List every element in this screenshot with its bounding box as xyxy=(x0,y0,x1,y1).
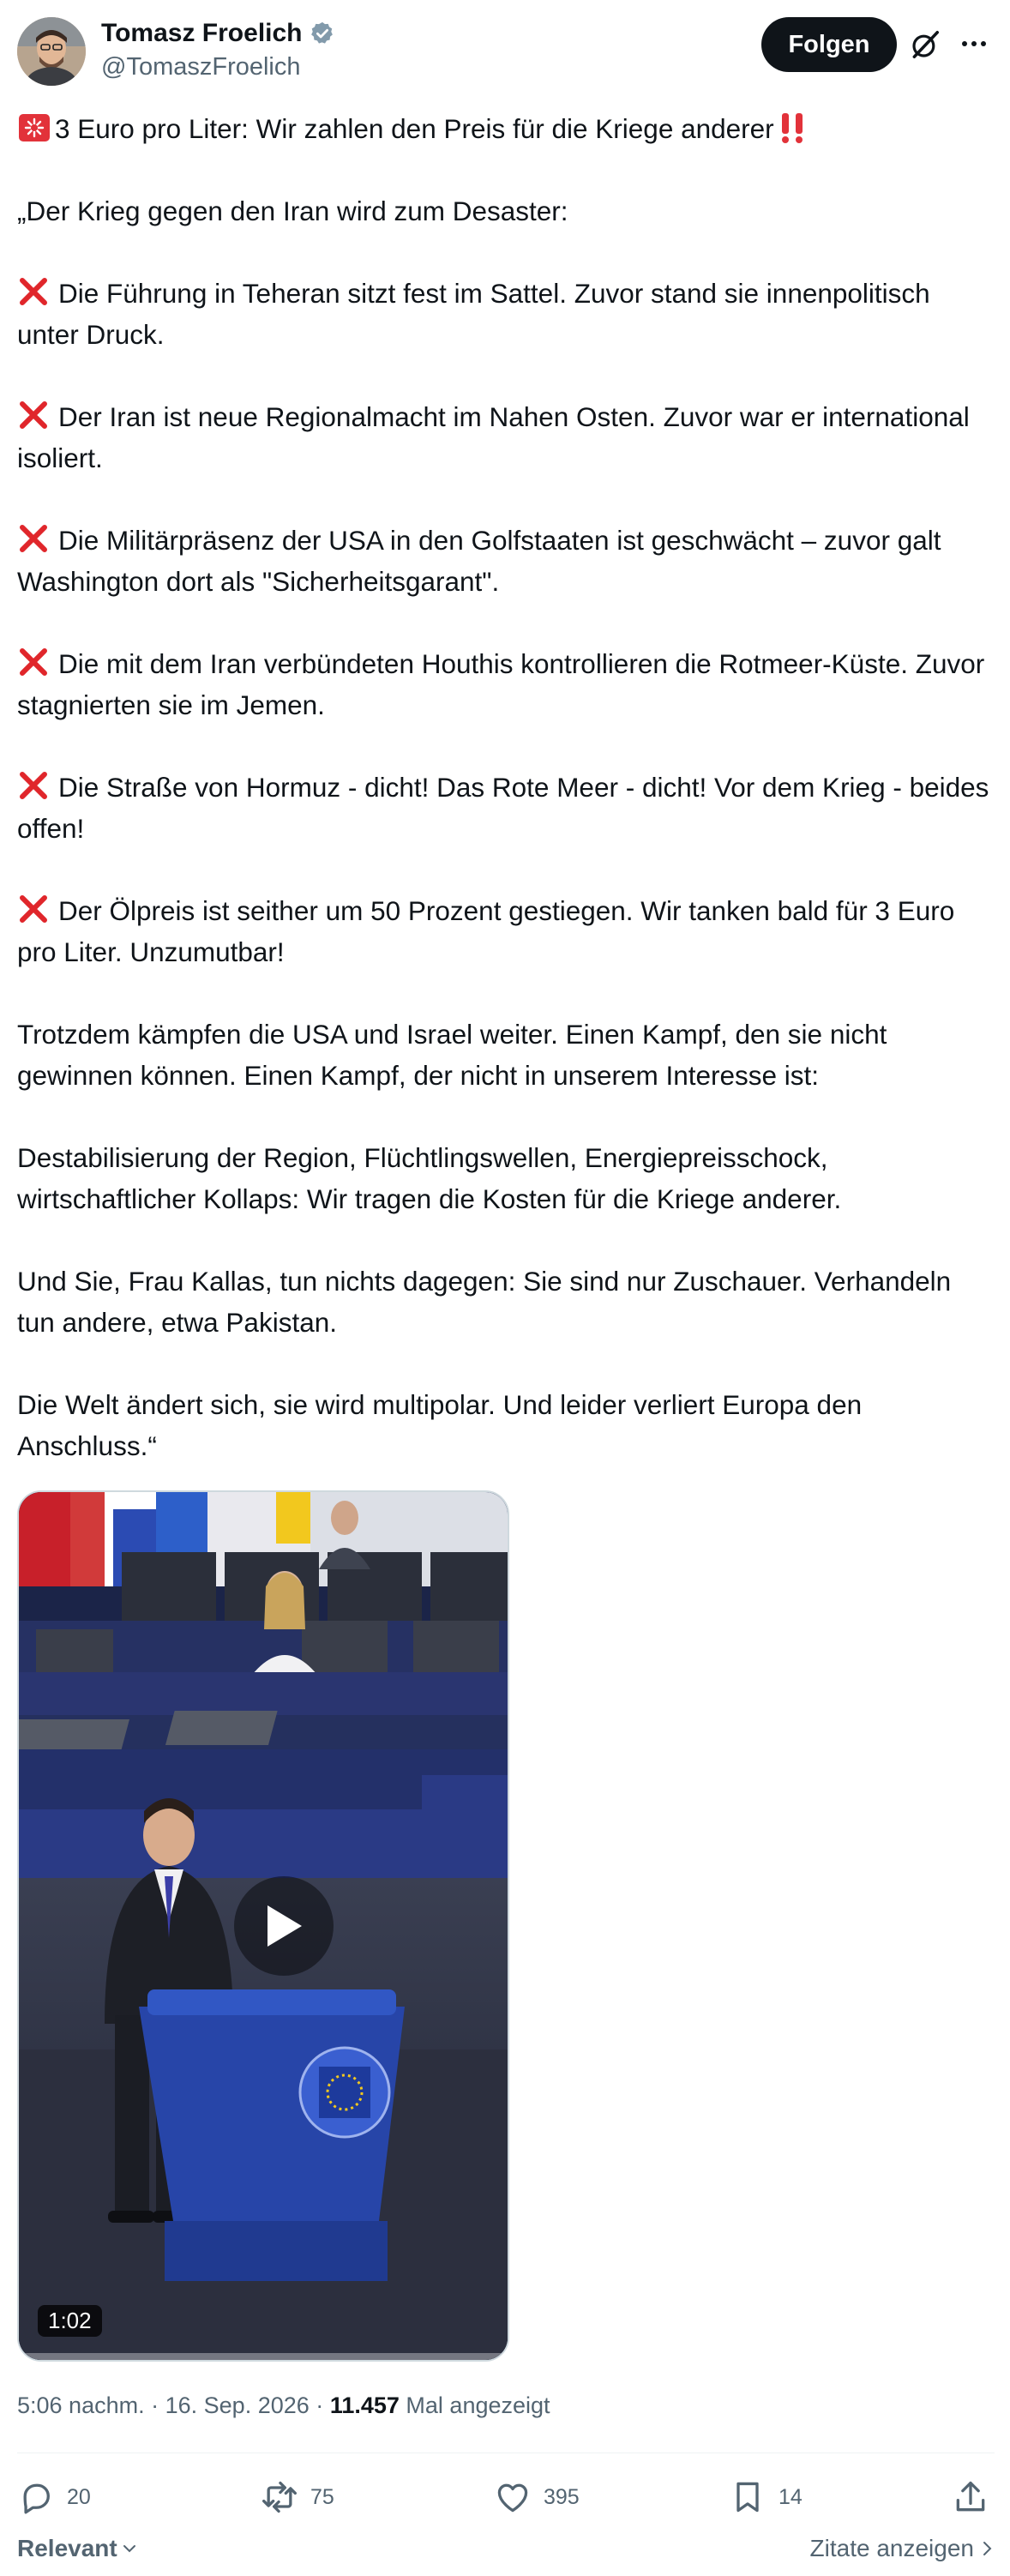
repost-button[interactable] xyxy=(261,2478,334,2516)
cross-mark-icon xyxy=(17,400,50,431)
grok-icon[interactable] xyxy=(909,28,941,61)
tweet-text xyxy=(17,108,995,1466)
tweet-paragraph: Und Sie, Frau Kallas, tun nichts dagegen: Sie sind nur Zuschauer. Verhandeln tun andere, etwa Pakistan. xyxy=(17,1266,952,1338)
tweet-paragraph xyxy=(17,273,995,355)
tweet-header xyxy=(0,0,1010,96)
tweet-paragraph xyxy=(17,520,995,602)
author-handle[interactable]: @TomaszFroelich xyxy=(101,53,301,81)
verified-badge-icon xyxy=(310,21,335,46)
share-icon xyxy=(952,2478,989,2516)
video-progress-bar[interactable] xyxy=(19,2353,509,2360)
reply-count: 20 xyxy=(67,2484,91,2509)
bookmark-icon xyxy=(729,2478,767,2516)
meta-separator: · xyxy=(316,2392,324,2418)
siren-icon xyxy=(17,111,51,145)
video-duration: 1:02 xyxy=(38,2305,102,2337)
tweet-headline xyxy=(17,108,995,149)
reply-button[interactable] xyxy=(17,2478,91,2516)
chevron-right-icon xyxy=(981,2539,995,2558)
reply-controls xyxy=(17,2530,995,2567)
more-icon[interactable] xyxy=(957,31,991,57)
repost-icon xyxy=(261,2478,298,2516)
follow-button[interactable]: Folgen xyxy=(761,17,897,72)
share-button[interactable] xyxy=(952,2478,989,2516)
view-count-label: Mal angezeigt xyxy=(406,2392,550,2418)
tweet-paragraph: Die Welt ändert sich, sie wird multipolar. Und leider verliert Europa den Anschluss.“ xyxy=(17,1389,863,1461)
tweet-time[interactable]: 5:06 nachm. xyxy=(17,2392,145,2418)
author-name-row xyxy=(101,19,335,48)
like-count: 395 xyxy=(544,2484,580,2509)
bookmark-button[interactable] xyxy=(729,2478,803,2516)
tweet-paragraph-text: Die Militärpräsenz der USA in den Golfstaaten ist geschwächt – zuvor galt Washington dort als "Sicherheitsgarant". xyxy=(17,525,941,597)
tweet-paragraph-text: Der Iran ist neue Regionalmacht im Nahen Osten. Zuvor war er international isoliert. xyxy=(17,401,970,473)
cross-mark-icon xyxy=(17,647,50,678)
tweet-paragraph: „Der Krieg gegen den Iran wird zum Desaster: xyxy=(17,196,568,226)
view-quotes-link[interactable] xyxy=(810,2535,995,2562)
view-count: 11.457 xyxy=(329,2392,400,2418)
cross-mark-icon xyxy=(17,277,50,308)
tweet-paragraph: Destabilisierung der Region, Flüchtlingswellen, Energiepreisschock, wirtschaftlicher Kollaps: Wir tragen die Kosten für die Kriege anderer. xyxy=(17,1142,842,1214)
tweet-paragraph-text: Die mit dem Iran verbündeten Houthis kontrollieren die Rotmeer-Küste. Zuvor stagnierten sie im Jemen. xyxy=(17,648,985,720)
tweet-paragraph-text: Die Straße von Hormuz - dicht! Das Rote Meer - dicht! Vor dem Krieg - beides offen! xyxy=(17,772,989,844)
video-player[interactable] xyxy=(17,1490,509,2362)
author-avatar[interactable] xyxy=(17,17,86,86)
sort-label: Relevant xyxy=(17,2535,117,2561)
tweet-paragraph xyxy=(17,767,995,849)
play-button[interactable] xyxy=(234,1876,334,1976)
tweet-date[interactable]: 16. Sep. 2026 xyxy=(165,2392,310,2418)
cross-mark-icon xyxy=(17,894,50,925)
double-exclamation-icon xyxy=(778,111,807,145)
action-bar xyxy=(17,2471,995,2523)
tweet-paragraph xyxy=(17,890,995,972)
tweet-meta xyxy=(17,2392,550,2419)
bookmark-count: 14 xyxy=(779,2484,803,2509)
meta-separator: · xyxy=(151,2392,159,2418)
tweet-paragraph xyxy=(17,396,995,478)
quotes-label: Zitate anzeigen xyxy=(809,2535,974,2561)
tweet-paragraph-text: Die Führung in Teheran sitzt fest im Sattel. Zuvor stand sie innenpolitisch unter Druck. xyxy=(17,278,930,350)
repost-count: 75 xyxy=(310,2484,334,2509)
tweet-paragraph-text: Der Ölpreis ist seither um 50 Prozent gestiegen. Wir tanken bald für 3 Euro pro Liter. Unzumutbar! xyxy=(17,895,955,967)
cross-mark-icon xyxy=(17,771,50,802)
heart-icon xyxy=(494,2478,532,2516)
tweet-paragraph: Trotzdem kämpfen die USA und Israel weiter. Einen Kampf, den sie nicht gewinnen können. Einen Kampf, der nicht in unserem Interesse ist: xyxy=(17,1019,887,1091)
like-button[interactable] xyxy=(494,2478,580,2516)
headline-text: 3 Euro pro Liter: Wir zahlen den Preis für die Kriege anderer xyxy=(55,113,774,144)
chevron-down-icon xyxy=(121,2540,138,2557)
author-display-name[interactable]: Tomasz Froelich xyxy=(101,19,303,47)
cross-mark-icon xyxy=(17,524,50,555)
reply-icon xyxy=(17,2478,55,2516)
play-icon xyxy=(264,1904,304,1948)
sort-dropdown[interactable] xyxy=(17,2535,138,2562)
tweet-paragraph xyxy=(17,643,995,725)
